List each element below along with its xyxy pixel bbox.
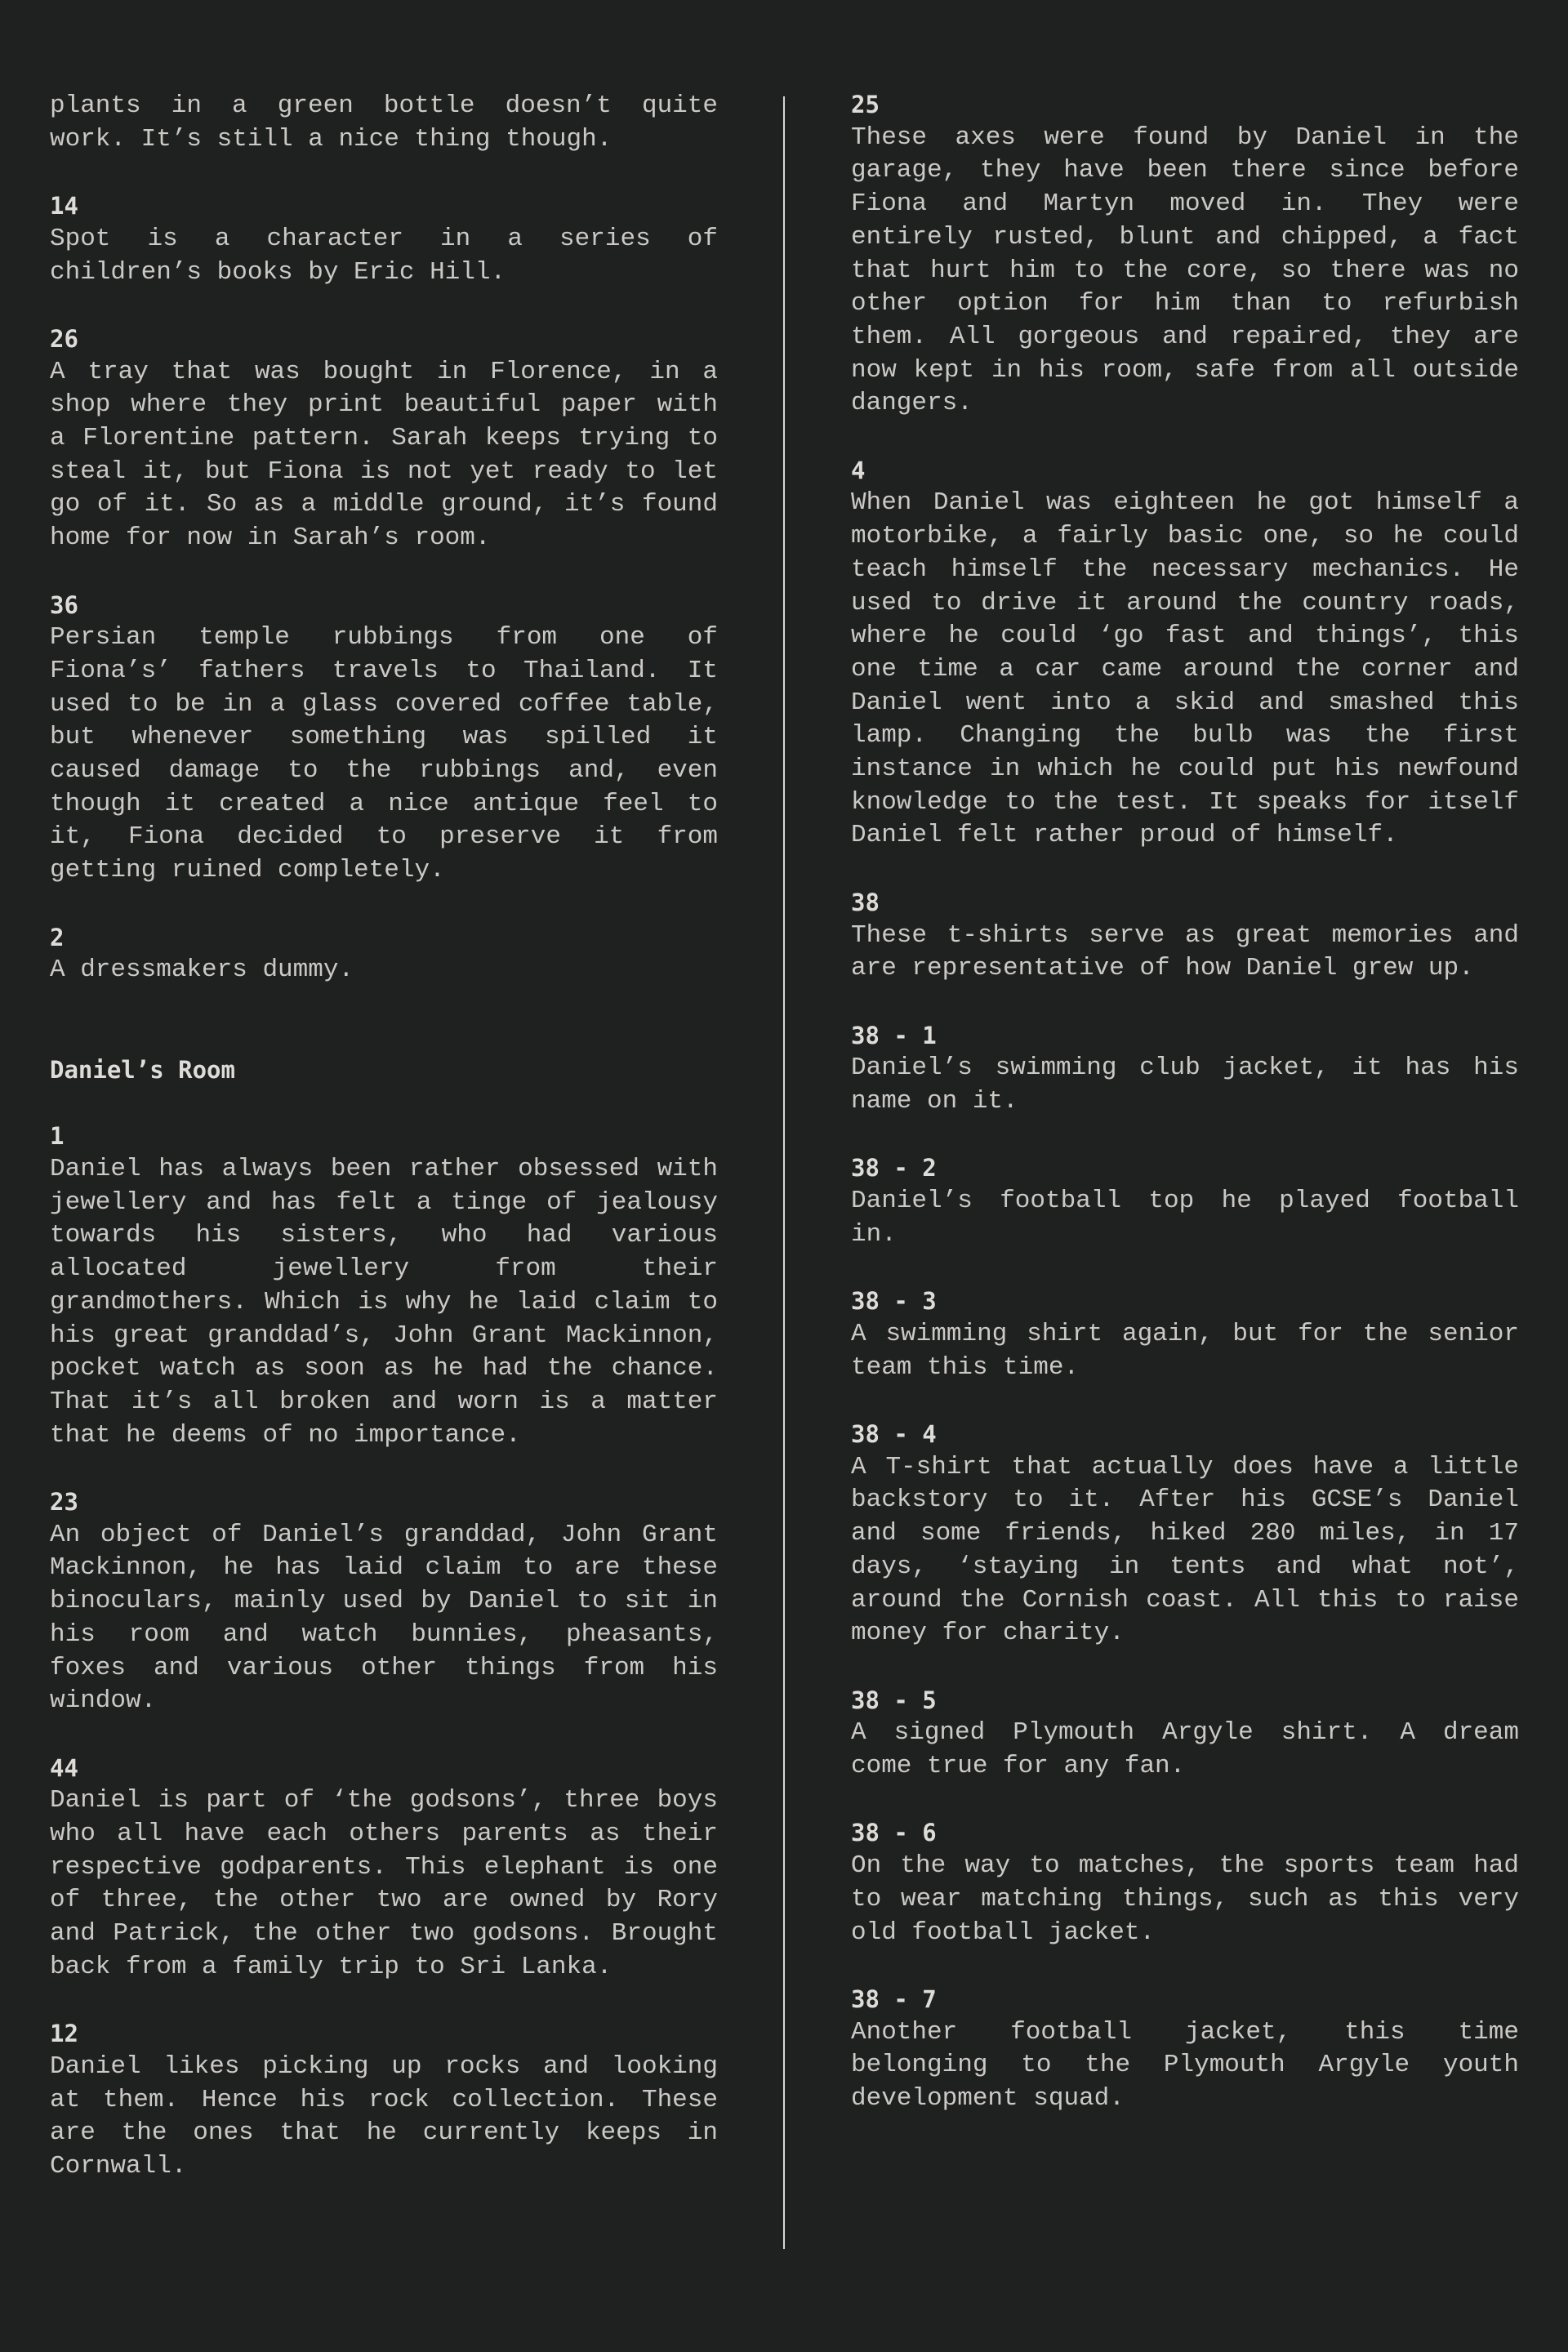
entry-text: A signed Plymouth Argyle shirt. A dream come true for any fan. xyxy=(851,1718,1519,1781)
entry-number: 44 xyxy=(50,1753,78,1782)
entry xyxy=(50,189,718,289)
right-column xyxy=(851,88,1519,2149)
entry-text: On the way to matches, the sports team had to wear matching things, such as this very old football jacket. xyxy=(851,1851,1519,1947)
entry xyxy=(851,88,1519,421)
entry-number: 25 xyxy=(851,91,880,118)
entry xyxy=(851,454,1519,853)
entry xyxy=(50,1752,718,1984)
entry xyxy=(851,1152,1519,1251)
entry-text: Daniel’s football top he played football in. xyxy=(851,1187,1519,1249)
entry-text: A dressmakers dummy. xyxy=(50,956,354,985)
entry xyxy=(851,1418,1519,1650)
entry xyxy=(50,1486,718,1718)
entry-text: A tray that was bought in Florence, in a shop where they print beautiful paper with a Florentine pattern. Sarah keeps trying to steal it, but Fiona is not yet ready to let go of it. So as a middle ground, it’s found home for now in Sarah’s room. xyxy=(50,357,718,553)
entry-number: 26 xyxy=(50,324,78,353)
left-column xyxy=(50,90,718,2216)
entry xyxy=(50,2017,718,2184)
entry-text: Daniel likes picking up rocks and looking at them. Hence his rock collection. These are the ones that he currently keeps in Cornwall. xyxy=(50,2051,718,2181)
entry-text: These axes were found by Daniel in the garage, they have been there since before Fiona and Martyn moved in. They were entirely rusted, blunt and chipped, a fact that hurt him to the core, so there was no other option for him than to refurbish them. All gorgeous and repaired, they are now kept in his room, safe from all outside dangers. xyxy=(851,122,1519,418)
entry-text: plants in a green bottle doesn’t quite work. It’s still a nice thing though. xyxy=(50,91,718,154)
entry xyxy=(851,886,1519,986)
entry-number: 2 xyxy=(50,923,65,951)
entry-number: 4 xyxy=(851,456,866,484)
entry-text: Daniel’s swimming club jacket, it has his name on it. xyxy=(851,1054,1519,1116)
intro-paragraph xyxy=(50,90,718,156)
entry xyxy=(50,921,718,987)
entry xyxy=(851,1983,1519,2116)
entry xyxy=(50,589,718,888)
entry-number: 38 - 7 xyxy=(851,1984,937,2013)
entry xyxy=(851,1285,1519,1384)
entry-number: 12 xyxy=(50,2020,78,2048)
entry-number: 38 - 4 xyxy=(851,1420,937,1449)
entry-number: 36 xyxy=(50,590,78,619)
entry-text: These t-shirts serve as great memories and are representative of how Daniel grew up. xyxy=(851,920,1519,983)
entry xyxy=(851,1019,1519,1119)
entry xyxy=(851,1816,1519,1949)
entry-text: Spot is a character in a series of children’s books by Eric Hill. xyxy=(50,224,718,287)
entry-number: 38 xyxy=(851,888,880,916)
entry xyxy=(50,1120,718,1452)
entry xyxy=(851,1684,1519,1784)
entry-number: 38 - 5 xyxy=(851,1686,937,1714)
entry xyxy=(50,323,718,555)
entry-number: 1 xyxy=(50,1122,65,1151)
entry-text: A T-shirt that actually does have a little backstory to it. After his GCSE’s Daniel and some friends, hiked 280 miles, in 17 days, ‘staying in tents and what not’, around the Cornish coast. All this to raise money for charity. xyxy=(851,1452,1519,1648)
entry-text: Daniel is part of ‘the godsons’, three boys who all have each others parents as their respective godparents. This elephant is one of three, the other two are owned by Rory and Patrick, the other two godsons. Brought back from a family trip to Sri Lanka. xyxy=(50,1786,718,1981)
entry-text: Daniel has always been rather obsessed with jewellery and has felt a tinge of jealousy towards his sisters, who had various allocated jewellery from their grandmothers. Which is why he laid claim to his great granddad’s, John Grant Mackinnon, pocket watch as soon as he had the chance. That it’s all broken and worn is a matter that he deems of no importance. xyxy=(50,1155,718,1450)
entry-number: 38 - 2 xyxy=(851,1154,937,1183)
room-heading: Daniel’s Room xyxy=(50,1055,235,1084)
entry-number: 38 - 1 xyxy=(851,1021,937,1049)
entry-number: 14 xyxy=(50,192,78,220)
entry-number: 23 xyxy=(50,1488,78,1517)
entry-text: An object of Daniel’s granddad, John Grant Mackinnon, he has laid claim to are these binoculars, mainly used by Daniel to sit in his room and watch bunnies, pheasants, foxes and various other things from his window. xyxy=(50,1520,718,1716)
entry-text: A swimming shirt again, but for the senior team this time. xyxy=(851,1319,1519,1382)
entry-number: 38 - 6 xyxy=(851,1819,937,1847)
column-divider xyxy=(783,96,785,2249)
entry-text: Persian temple rubbings from one of Fiona’s’ fathers travels to Thailand. It used to be in a glass covered coffee table, but whenever something was spilled it caused damage to the rubbings and, even though it created a nice antique feel to it, Fiona decided to preserve it from getting ruined completely. xyxy=(50,623,718,885)
entry-text: Another football jacket, this time belonging to the Plymouth Argyle youth development squad. xyxy=(851,2017,1519,2114)
entry-number: 38 - 3 xyxy=(851,1287,937,1316)
entry-text: When Daniel was eighteen he got himself a motorbike, a fairly basic one, so he could teach himself the necessary mechanics. He used to drive it around the country roads, where he could ‘go fast and things’, this one time a car came around the corner and Daniel went into a skid and smashed this lamp. Changing the bulb was the first instance in which he could put his newfound knowledge to the test. It speaks for itself Daniel felt rather proud of himself. xyxy=(851,488,1519,850)
